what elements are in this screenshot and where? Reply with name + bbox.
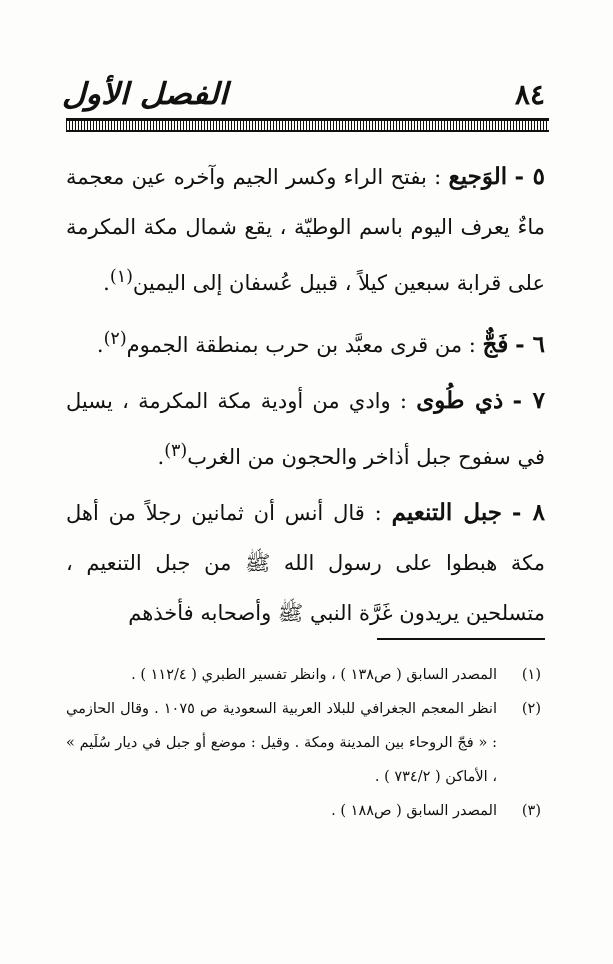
footnote-separator [377,638,545,640]
entry-end: . [157,445,165,469]
entry-6 [66,314,545,370]
entry-name: فَجٌّ [482,331,509,358]
footnotes [66,658,541,828]
entry-7 [66,376,545,482]
footnote-text: المصدر السابق ( ص١٣٨ ) ، وانظر تفسير الطبري ( ١١٢/٤ ) . [131,667,497,683]
entry-end: . [96,333,104,357]
footnote-text: المصدر السابق ( ص١٨٨ ) . [331,803,497,819]
entry-text: : من قرى معبَّد بن حرب بمنطقة الجموم [126,333,476,357]
entry-5 [66,152,545,308]
chapter-title: الفصل الأول [61,76,228,112]
footnote-ref: (٢) [103,329,127,349]
entry-name: ذي طُوى [416,387,504,414]
entry-name: جبل التنعيم [391,499,502,526]
entry-end: . [103,271,110,295]
entry-text: : قال أنس أن ثمانين رجلاً من أهل مكة هبطوا على رسول الله ﷺ من جبل التنعيم ، متسلحين يريدون غَرَّة النبي ﷺ وأصحابه فأخذهم [66,501,545,625]
entry-number: ٧ - [512,387,545,414]
footnote-ref: (٣) [164,441,188,461]
footnote-mark: (٢) [521,701,541,717]
entry-text: : وادي من أودية مكة المكرمة ، يسيل في سفوح جبل أذاخر والحجون من الغرب [66,389,545,469]
entry-8 [66,488,545,638]
entry-text: : بفتح الراء وكسر الجيم وآخره عين معجمة ماءٌ يعرف اليوم باسم الوطيّة ، يقع شمال مكة المكرمة على قرابة سبعين كيلاً ، قبيل عُسفان إلى اليمين [66,165,545,295]
entry-name: الوَجيع [448,163,508,190]
entry-number: ٨ - [511,499,545,526]
footnote-2 [66,692,541,794]
footnote-3 [66,794,541,828]
page-number: ٨٤ [514,77,545,111]
footnote-mark: (٣) [521,803,541,819]
footnote-mark: (١) [521,667,541,683]
footnote-1 [66,658,541,692]
page-header [61,72,545,116]
footnote-ref: (١) [109,267,133,287]
header-rule [66,118,549,132]
footnote-text: انظر المعجم الجغرافي للبلاد العربية السعودية ص ١٠٧٥ . وقال الحازمي : « فجّ الروحاء بين المدينة ومكة . وقيل : موضع أو جبل في ديار سُلَيم » ، الأماكن ( ٧٣٤/٢ ) . [66,701,497,785]
entry-number: ٥ - [514,163,545,190]
main-text [66,152,545,644]
entry-number: ٦ - [515,331,545,358]
